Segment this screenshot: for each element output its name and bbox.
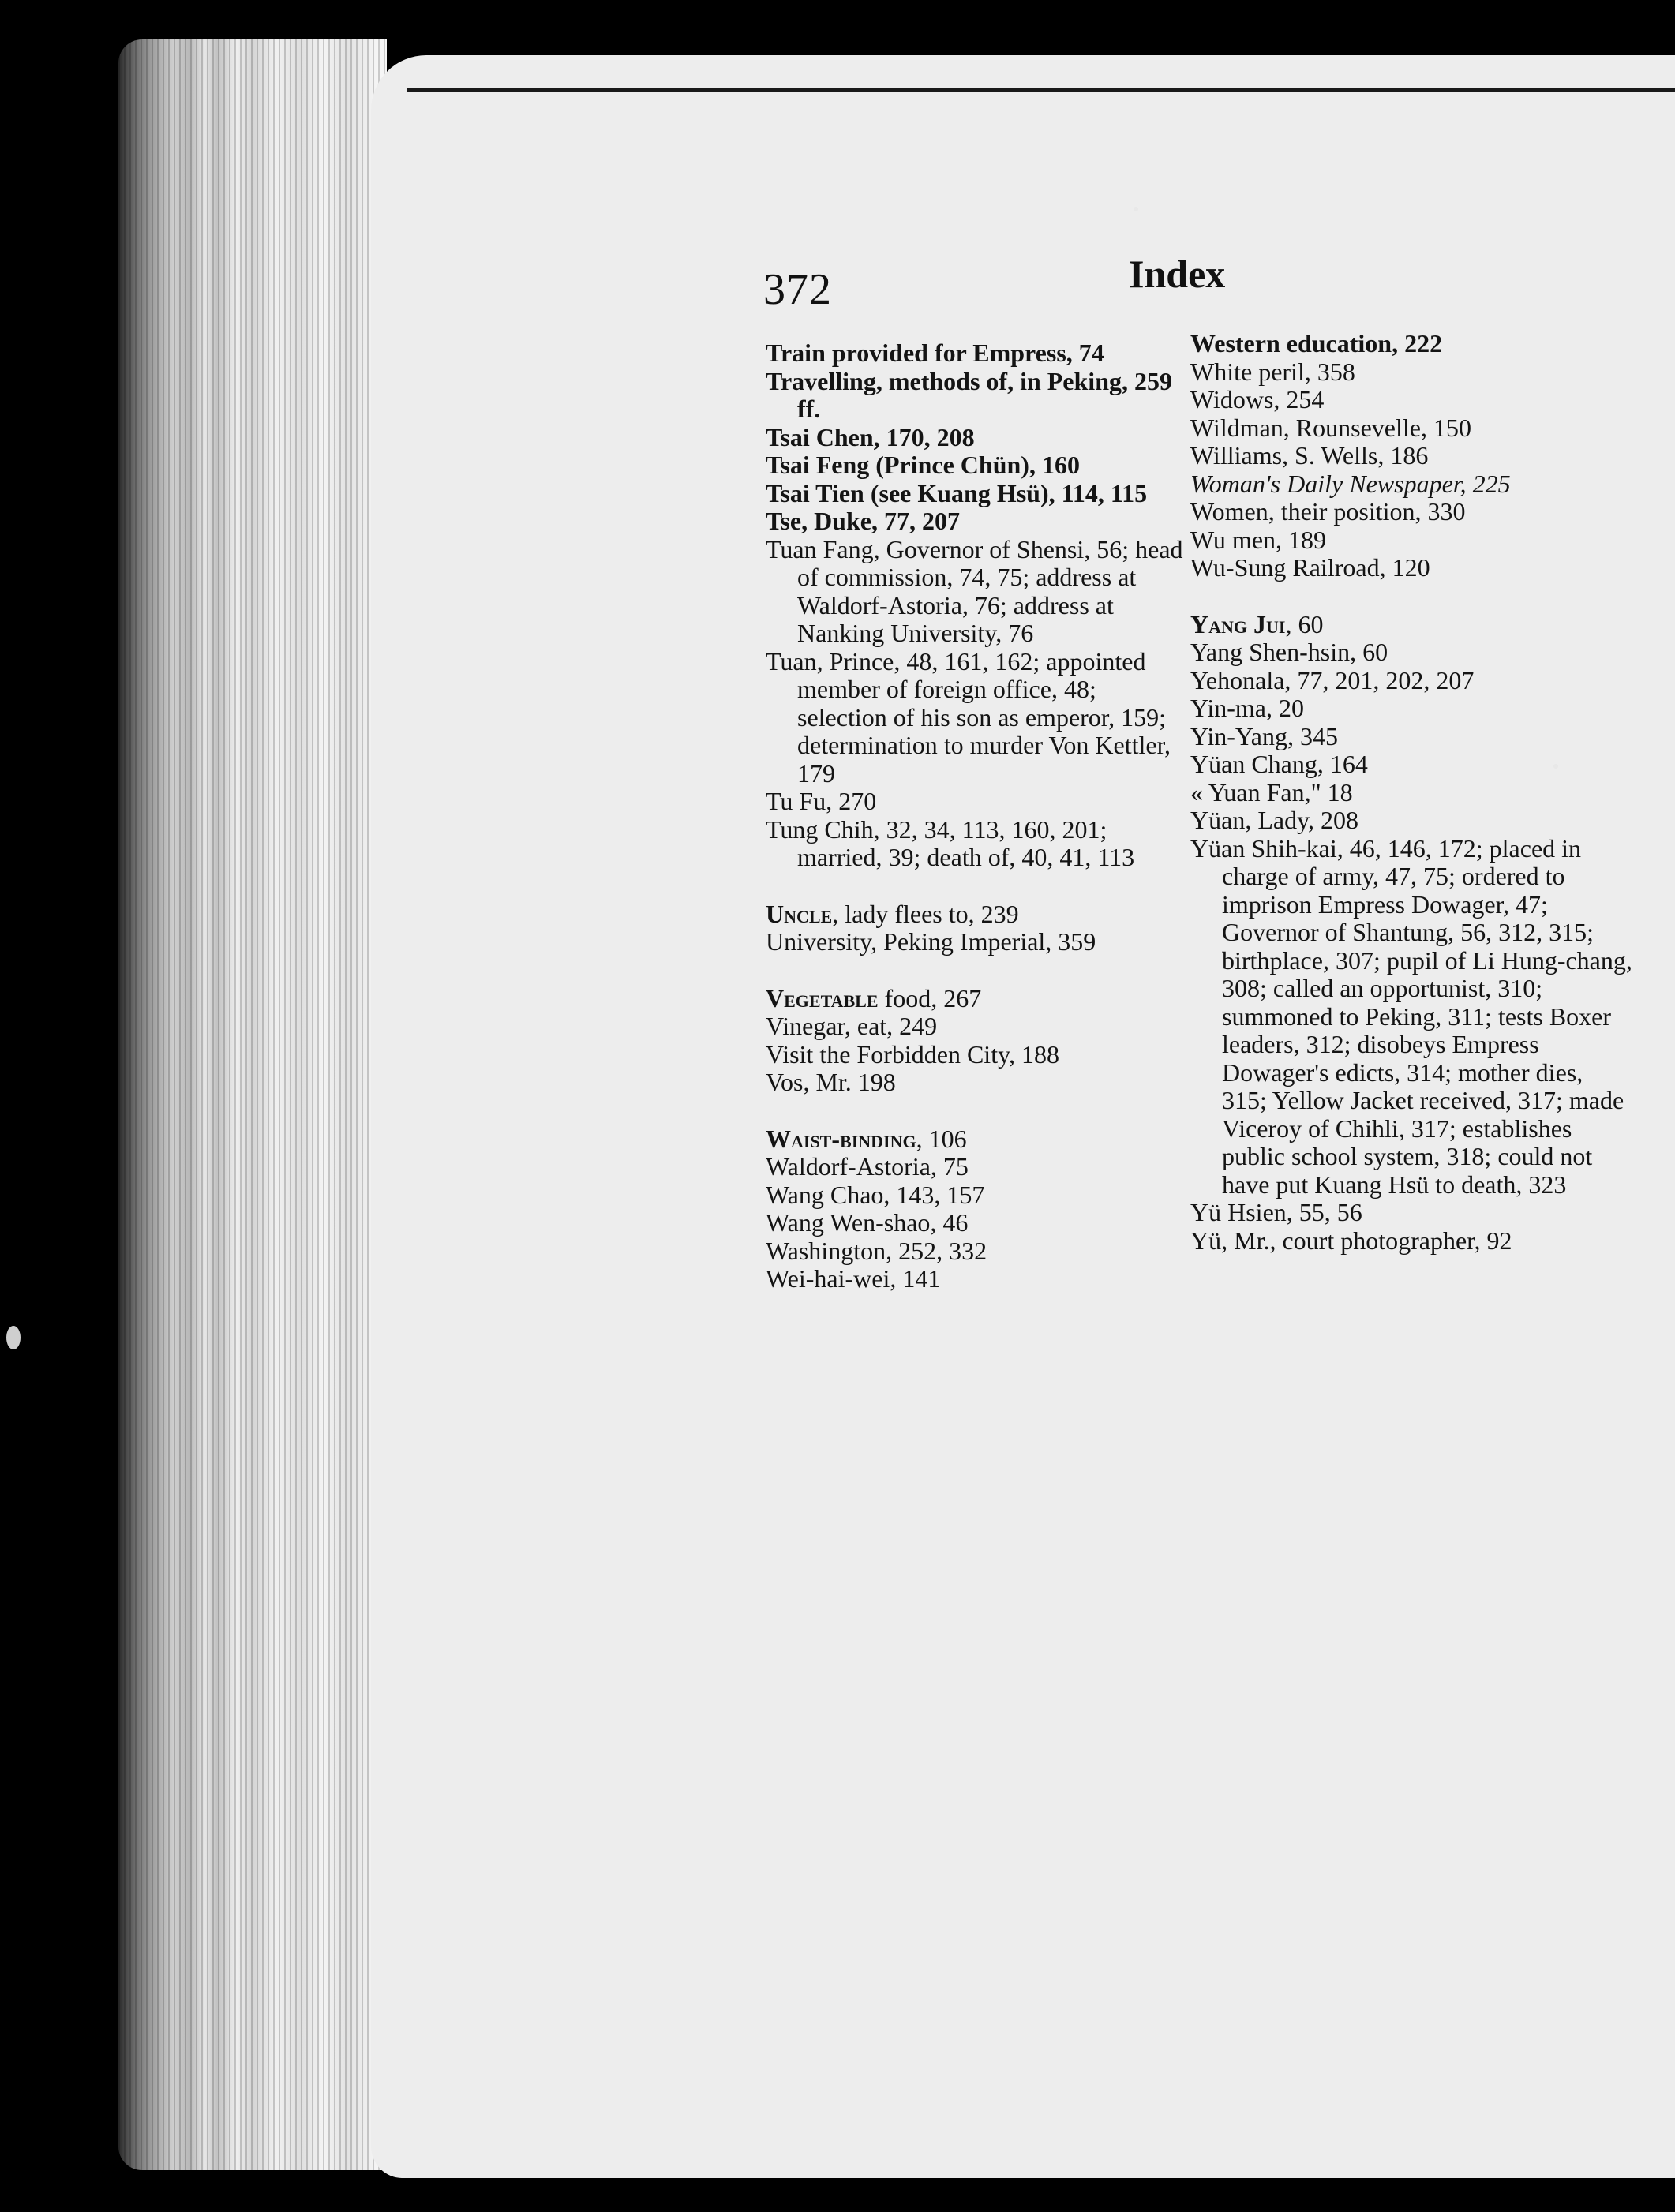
- index-entry: Yüan Chang, 164: [1190, 750, 1368, 778]
- index-entry: Women, their position, 330: [1190, 497, 1466, 526]
- index-entry: Tu Fu, 270: [766, 787, 877, 815]
- index-entry: Tung Chih, 32, 34, 113, 160, 201; married, 39; death of, 40, 41, 113: [766, 814, 1135, 871]
- index-entry: Wu-Sung Railroad, 120: [1190, 553, 1430, 582]
- letter-heading-w: Waist-binding: [766, 1124, 916, 1153]
- letter-heading-v: Vegetable: [766, 983, 879, 1012]
- index-entry: Travelling, methods of, in Peking, 259 ff.: [766, 366, 1172, 423]
- index-entry: Visit the Forbidden City, 188: [766, 1039, 1059, 1069]
- index-entry: Wu men, 189: [1190, 525, 1327, 554]
- section-gap: [766, 956, 1192, 985]
- letter-heading-y: Yang Jui: [1190, 609, 1286, 638]
- section-gap: [766, 1097, 1192, 1125]
- index-entry: Wang Wen-shao, 46: [766, 1208, 969, 1237]
- page-top-edge: [407, 88, 1675, 92]
- index-entry: Tsai Chen, 170, 208: [766, 422, 975, 451]
- index-entry: Yehonala, 77, 201, 202, 207: [1190, 665, 1475, 694]
- dust-speck: [1134, 207, 1138, 211]
- index-entry: [1190, 611, 1632, 639]
- index-column-right: [1190, 330, 1632, 1255]
- index-entry: Tuan, Prince, 48, 161, 162; appointed member of foreign office, 48; selection of his son as emperor, 159; determination to murder Von Kettler, 179: [766, 646, 1171, 788]
- entry-rest: , 106: [916, 1124, 967, 1153]
- index-entry: Tuan Fang, Governor of Shensi, 56; head of commission, 74, 75; address at Waldorf-Astoria, 76; address at Nanking University, 76: [766, 534, 1183, 647]
- index-entry: Waldorf-Astoria, 75: [766, 1152, 969, 1181]
- index-column-left: [766, 339, 1192, 1293]
- index-entry: Vos, Mr. 198: [766, 1068, 896, 1096]
- index-entry: [766, 1125, 1192, 1154]
- index-entry: Western education, 222: [1190, 329, 1443, 357]
- entry-rest: , lady flees to, 239: [832, 899, 1019, 928]
- section-gap: [1190, 582, 1632, 611]
- index-entry: Vinegar, eat, 249: [766, 1012, 938, 1040]
- index-entry: Yin-ma, 20: [1190, 694, 1304, 722]
- index-entry: [766, 985, 1192, 1013]
- section-gap: [766, 872, 1192, 900]
- index-entry: Yü Hsien, 55, 56: [1190, 1198, 1362, 1226]
- index-entry: Wei-hai-wei, 141: [766, 1264, 941, 1293]
- index-entry: [766, 900, 1192, 929]
- entry-rest: food, 267: [878, 983, 982, 1012]
- index-entry: Yang Shen-hsin, 60: [1190, 638, 1388, 666]
- letter-heading-u: Uncle: [766, 899, 833, 928]
- book-page-edges: [118, 39, 387, 2170]
- page-number: 372: [763, 265, 832, 314]
- index-entry: « Yuan Fan," 18: [1190, 777, 1353, 807]
- index-entry: Train provided for Empress, 74: [766, 339, 1104, 367]
- entry-rest: , 60: [1285, 609, 1324, 638]
- index-entry: University, Peking Imperial, 359: [766, 927, 1096, 956]
- index-entry: Williams, S. Wells, 186: [1190, 441, 1429, 470]
- index-entry: White peril, 358: [1190, 357, 1355, 386]
- index-entry: Tse, Duke, 77, 207: [766, 507, 960, 535]
- index-entry: Widows, 254: [1190, 385, 1325, 414]
- index-entry: Woman's Daily Newspaper, 225: [1190, 469, 1511, 498]
- index-entry: Wildman, Rounsevelle, 150: [1190, 413, 1471, 442]
- index-entry: Yin-Yang, 345: [1190, 721, 1338, 750]
- index-entry: Yüan Shih-kai, 46, 146, 172; placed in charge of army, 47, 75; ordered to imprison Empress Dowager, 47; Governor of Shantung, 56, 312, 315; birthplace, 307; pupil of Li Hung-chang, 308; called an opportunist, 310; summoned to Peking, 311; tests Boxer leaders, 312; disobeys Empress Dowager's edicts, 314; mother dies, 315; Yellow Jacket received, 317; made Viceroy of Chihli, 317; establishes public school system, 318; could not have put Kuang Hsü to death, 323: [1190, 833, 1632, 1199]
- index-entry: Yü, Mr., court photographer, 92: [1190, 1226, 1512, 1255]
- index-entry: Washington, 252, 332: [766, 1236, 987, 1265]
- index-entry: Wang Chao, 143, 157: [766, 1180, 985, 1209]
- index-entry: Tsai Feng (Prince Chün), 160: [766, 451, 1080, 479]
- page-title: Index: [1129, 252, 1226, 296]
- index-entry: Yüan, Lady, 208: [1190, 806, 1358, 834]
- scan-artifact: [6, 1326, 21, 1349]
- index-entry: Tsai Tien (see Kuang Hsü), 114, 115: [766, 478, 1148, 507]
